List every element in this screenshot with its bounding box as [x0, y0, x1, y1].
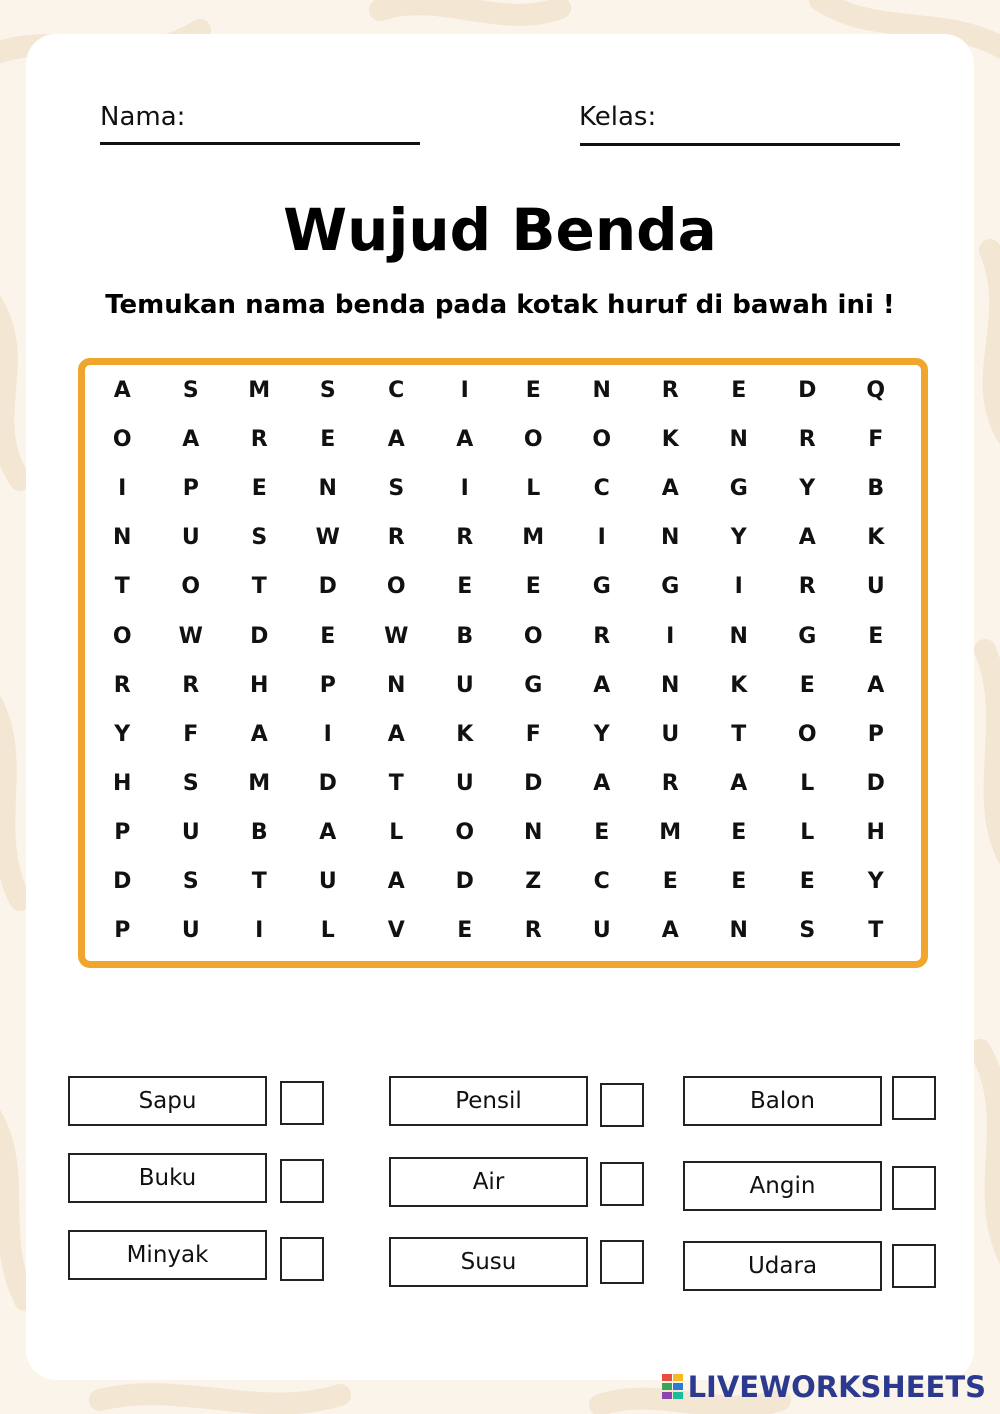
word-checkbox[interactable] — [892, 1076, 936, 1120]
grid-cell[interactable]: Y — [799, 476, 816, 502]
instruction-text: Temukan nama benda pada kotak huruf di bawah ini ! — [105, 290, 895, 320]
grid-cell[interactable]: O — [386, 574, 406, 600]
grid-cell[interactable]: E — [799, 869, 815, 894]
grid-cell[interactable]: R — [798, 574, 816, 600]
grid-cell[interactable]: I — [255, 918, 264, 944]
grid-cell[interactable]: G — [592, 574, 611, 600]
grid-cell[interactable]: N — [387, 672, 406, 698]
grid-cell[interactable]: R — [250, 427, 268, 453]
grid-cell[interactable]: T — [868, 918, 884, 944]
liveworksheets-logo — [662, 1370, 986, 1404]
grid-cell[interactable]: I — [597, 525, 606, 551]
grid-cell[interactable]: B — [867, 476, 885, 502]
grid-cell[interactable]: M — [522, 525, 545, 551]
word-checkbox[interactable] — [600, 1240, 644, 1284]
grid-cell[interactable]: A — [250, 721, 268, 747]
grid-cell[interactable]: P — [114, 819, 131, 845]
grid-cell[interactable]: R — [593, 623, 611, 649]
grid-cell[interactable]: G — [524, 672, 543, 698]
grid-cell[interactable]: L — [800, 819, 815, 845]
grid-cell[interactable]: A — [661, 918, 679, 944]
grid-cell[interactable]: H — [866, 819, 885, 845]
grid-cell[interactable]: Y — [114, 721, 131, 747]
grid-cell[interactable]: D — [318, 574, 337, 600]
grid-cell[interactable]: N — [113, 525, 132, 551]
grid-cell[interactable]: Q — [866, 378, 886, 403]
word-label: Angin — [683, 1161, 882, 1211]
grid-cell[interactable]: N — [729, 623, 748, 649]
grid-cell[interactable]: E — [731, 869, 747, 894]
grid-cell[interactable]: B — [456, 623, 474, 649]
grid-cell[interactable]: S — [182, 378, 199, 403]
grid-cell[interactable]: R — [456, 525, 474, 551]
grid-cell[interactable]: S — [388, 476, 405, 502]
grid-cell[interactable]: I — [323, 721, 332, 747]
grid-cell[interactable]: L — [389, 819, 404, 845]
grid-cell[interactable]: W — [315, 525, 340, 551]
grid-cell[interactable]: N — [592, 378, 611, 403]
grid-cell[interactable]: I — [460, 378, 469, 403]
grid-cell[interactable]: R — [113, 672, 131, 698]
grid-cell[interactable]: A — [387, 427, 405, 453]
grid-cell[interactable]: S — [182, 770, 199, 796]
grid-cell[interactable]: R — [387, 525, 405, 551]
word-checkbox[interactable] — [600, 1083, 644, 1127]
grid-cell[interactable]: E — [320, 427, 336, 453]
grid-cell[interactable]: A — [387, 869, 405, 894]
grid-cell[interactable]: Y — [730, 525, 747, 551]
grid-cell[interactable]: U — [866, 574, 885, 600]
grid-cell[interactable]: E — [594, 819, 610, 845]
grid-cell[interactable]: A — [593, 770, 611, 796]
grid-cell[interactable]: T — [731, 721, 747, 747]
grid-cell[interactable]: T — [251, 869, 267, 894]
grid-cell[interactable]: O — [523, 427, 543, 453]
grid-cell[interactable]: B — [250, 819, 268, 845]
grid-cell[interactable]: U — [661, 721, 680, 747]
grid-cell[interactable]: V — [387, 918, 405, 944]
grid-cell[interactable]: A — [387, 721, 405, 747]
grid-cell[interactable]: A — [798, 525, 816, 551]
grid-cell[interactable]: U — [181, 525, 200, 551]
grid-cell[interactable]: K — [661, 427, 679, 453]
grid-cell[interactable]: S — [799, 918, 816, 944]
grid-cell[interactable]: W — [178, 623, 203, 649]
word-label: Susu — [389, 1237, 588, 1287]
grid-cell[interactable]: D — [524, 770, 543, 796]
grid-cell[interactable]: R — [182, 672, 200, 698]
word-checkbox[interactable] — [280, 1159, 324, 1203]
class-line[interactable] — [580, 143, 900, 146]
grid-cell[interactable]: L — [320, 918, 335, 944]
grid-cell[interactable]: A — [113, 378, 131, 403]
grid-cell[interactable]: R — [661, 378, 679, 403]
grid-cell[interactable]: E — [868, 623, 884, 649]
grid-cell[interactable]: R — [798, 427, 816, 453]
liveworksheets-icon — [662, 1374, 684, 1400]
grid-cell[interactable]: F — [868, 427, 884, 453]
grid-cell[interactable]: O — [797, 721, 817, 747]
grid-cell[interactable]: K — [730, 672, 748, 698]
grid-cell[interactable]: E — [525, 378, 541, 403]
grid-cell[interactable]: A — [182, 427, 200, 453]
grid-cell[interactable]: U — [318, 869, 337, 894]
grid-cell[interactable]: E — [799, 672, 815, 698]
grid-cell[interactable]: U — [592, 918, 611, 944]
grid-cell[interactable]: R — [524, 918, 542, 944]
grid-cell[interactable]: U — [455, 770, 474, 796]
grid-cell[interactable]: T — [251, 574, 267, 600]
grid-cell[interactable]: O — [112, 427, 132, 453]
grid-cell[interactable]: G — [729, 476, 748, 502]
grid-cell[interactable]: E — [251, 476, 267, 502]
grid-cell[interactable]: N — [524, 819, 543, 845]
grid-cell[interactable]: N — [318, 476, 337, 502]
grid-cell[interactable]: O — [455, 819, 475, 845]
word-label: Sapu — [68, 1076, 267, 1126]
grid-cell[interactable]: A — [593, 672, 611, 698]
grid-cell[interactable]: O — [181, 574, 201, 600]
grid-cell[interactable]: A — [319, 819, 337, 845]
grid-cell[interactable]: E — [525, 574, 541, 600]
name-label: Nama: — [100, 102, 186, 132]
grid-cell[interactable]: A — [730, 770, 748, 796]
grid-cell[interactable]: M — [248, 770, 271, 796]
grid-cell[interactable]: E — [731, 819, 747, 845]
grid-cell[interactable]: E — [457, 918, 473, 944]
grid-cell[interactable]: M — [659, 819, 682, 845]
grid-cell[interactable]: L — [526, 476, 541, 502]
grid-cell[interactable]: A — [456, 427, 474, 453]
word-label: Air — [389, 1157, 588, 1207]
word-checkbox[interactable] — [280, 1237, 324, 1281]
grid-cell[interactable]: P — [319, 672, 336, 698]
grid-cell[interactable]: G — [661, 574, 680, 600]
word-label: Pensil — [389, 1076, 588, 1126]
grid-cell[interactable]: K — [456, 721, 474, 747]
grid-cell[interactable]: M — [248, 378, 271, 403]
word-label: Balon — [683, 1076, 882, 1126]
grid-cell[interactable]: S — [182, 869, 199, 894]
grid-cell[interactable]: Y — [867, 869, 884, 894]
grid-cell[interactable]: I — [666, 623, 675, 649]
grid-cell[interactable]: D — [113, 869, 132, 894]
grid-cell[interactable]: F — [183, 721, 199, 747]
grid-cell[interactable]: I — [460, 476, 469, 502]
grid-cell[interactable]: E — [320, 623, 336, 649]
grid-cell[interactable]: D — [455, 869, 474, 894]
grid-cell[interactable]: G — [798, 623, 817, 649]
grid-cell[interactable]: E — [662, 869, 678, 894]
grid-cell[interactable]: E — [731, 378, 747, 403]
grid-cell[interactable]: D — [866, 770, 885, 796]
grid-cell[interactable]: H — [113, 770, 132, 796]
word-checkbox[interactable] — [892, 1244, 936, 1288]
grid-cell[interactable]: C — [593, 476, 610, 502]
word-label: Buku — [68, 1153, 267, 1203]
grid-cell[interactable]: C — [388, 378, 405, 403]
grid-cell[interactable]: C — [593, 869, 610, 894]
class-label: Kelas: — [579, 102, 657, 132]
grid-cell[interactable]: F — [525, 721, 541, 747]
grid-cell[interactable]: P — [114, 918, 131, 944]
grid-cell[interactable]: D — [250, 623, 269, 649]
grid-cell[interactable]: W — [384, 623, 409, 649]
grid-cell[interactable]: A — [867, 672, 885, 698]
grid-cell[interactable]: R — [661, 770, 679, 796]
grid-cell[interactable]: P — [867, 721, 884, 747]
grid-cell[interactable]: U — [455, 672, 474, 698]
grid-cell[interactable]: N — [729, 427, 748, 453]
grid-cell[interactable]: L — [800, 770, 815, 796]
name-line[interactable] — [100, 142, 420, 145]
grid-cell[interactable]: U — [181, 819, 200, 845]
grid-cell[interactable]: Z — [525, 869, 542, 894]
brand-name: LIVEWORKSHEETS — [687, 1370, 986, 1404]
word-label: Udara — [683, 1241, 882, 1291]
grid-cell[interactable]: H — [250, 672, 269, 698]
grid-cell[interactable]: N — [661, 525, 680, 551]
grid-cell[interactable]: I — [118, 476, 127, 502]
word-checkbox[interactable] — [280, 1081, 324, 1125]
grid-cell[interactable]: D — [798, 378, 817, 403]
word-label: Minyak — [68, 1230, 267, 1280]
grid-cell[interactable]: S — [319, 378, 336, 403]
page-title: Wujud Benda — [283, 196, 717, 264]
grid-cell[interactable]: T — [114, 574, 130, 600]
grid-cell[interactable]: T — [388, 770, 404, 796]
grid-cell[interactable]: A — [661, 476, 679, 502]
grid-cell[interactable]: K — [867, 525, 885, 551]
grid-cell[interactable]: O — [592, 427, 612, 453]
grid-cell[interactable]: O — [112, 623, 132, 649]
grid-cell[interactable]: U — [181, 918, 200, 944]
grid-cell[interactable]: Y — [593, 721, 610, 747]
grid-cell[interactable]: E — [457, 574, 473, 600]
grid-cell[interactable]: N — [661, 672, 680, 698]
word-checkbox[interactable] — [892, 1166, 936, 1210]
grid-cell[interactable]: S — [251, 525, 268, 551]
grid-cell[interactable]: O — [523, 623, 543, 649]
grid-cell[interactable]: D — [318, 770, 337, 796]
grid-cell[interactable]: I — [734, 574, 743, 600]
grid-cell[interactable]: P — [182, 476, 199, 502]
word-checkbox[interactable] — [600, 1162, 644, 1206]
grid-cell[interactable]: N — [729, 918, 748, 944]
